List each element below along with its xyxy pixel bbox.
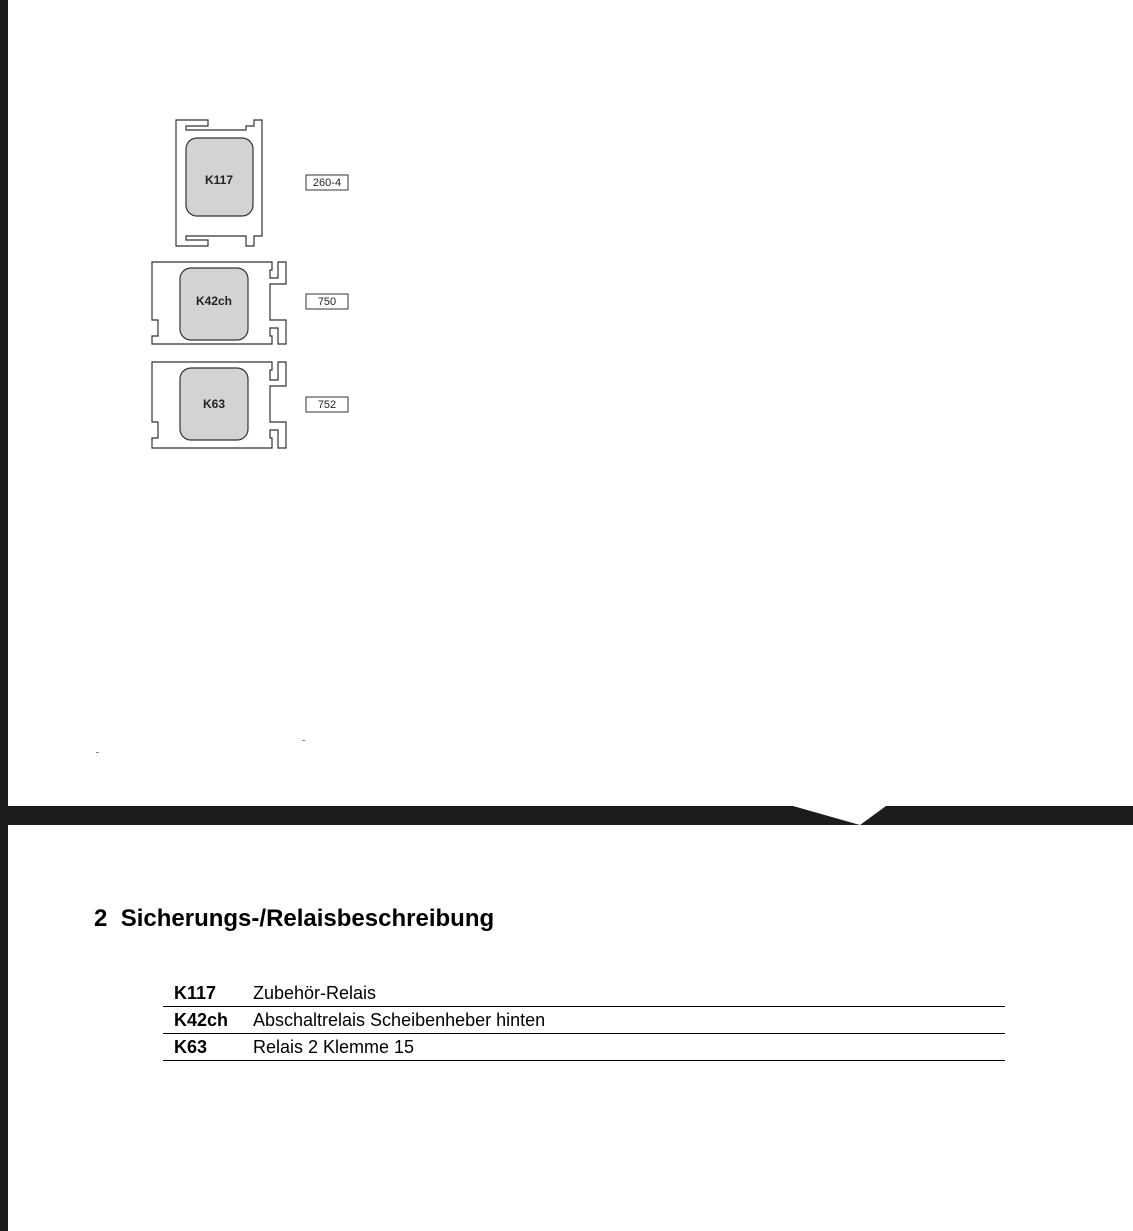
- scan-speck: [96, 752, 99, 753]
- section-title: [94, 905, 494, 933]
- relay-label-k117: K117: [204, 173, 234, 187]
- ref-label-k63: 752: [317, 399, 337, 411]
- relay-description-cell: Abschaltrelais Scheibenheber hinten: [251, 1007, 1005, 1034]
- page-2: [8, 825, 1133, 1231]
- viewer-left-edge: [0, 0, 8, 1231]
- relay-code-cell: K42ch: [163, 1007, 251, 1034]
- relay-description-cell: Relais 2 Klemme 15: [251, 1034, 1005, 1061]
- table-row: [163, 980, 1005, 1007]
- table-row: [163, 1007, 1005, 1034]
- table-row: [163, 1034, 1005, 1061]
- relay-code-cell: K117: [163, 980, 251, 1007]
- section-number: 2: [94, 905, 108, 932]
- page-separator-notch: [793, 806, 893, 826]
- relay-code-cell: K63: [163, 1034, 251, 1061]
- page-separator: [0, 806, 1133, 825]
- page-1: [8, 0, 1133, 806]
- ref-label-k42ch: 750: [317, 296, 337, 308]
- section-title-text: Sicherungs-/Relaisbeschreibung: [120, 905, 495, 932]
- relay-description-table: [163, 980, 1005, 1061]
- relay-description-cell: Zubehör-Relais: [251, 980, 1005, 1007]
- relay-label-k42ch: K42ch: [195, 294, 233, 308]
- scan-speck: [302, 740, 305, 741]
- relay-layout-diagram: [8, 0, 408, 470]
- ref-label-k117: 260-4: [312, 177, 342, 189]
- relay-label-k63: K63: [202, 397, 226, 411]
